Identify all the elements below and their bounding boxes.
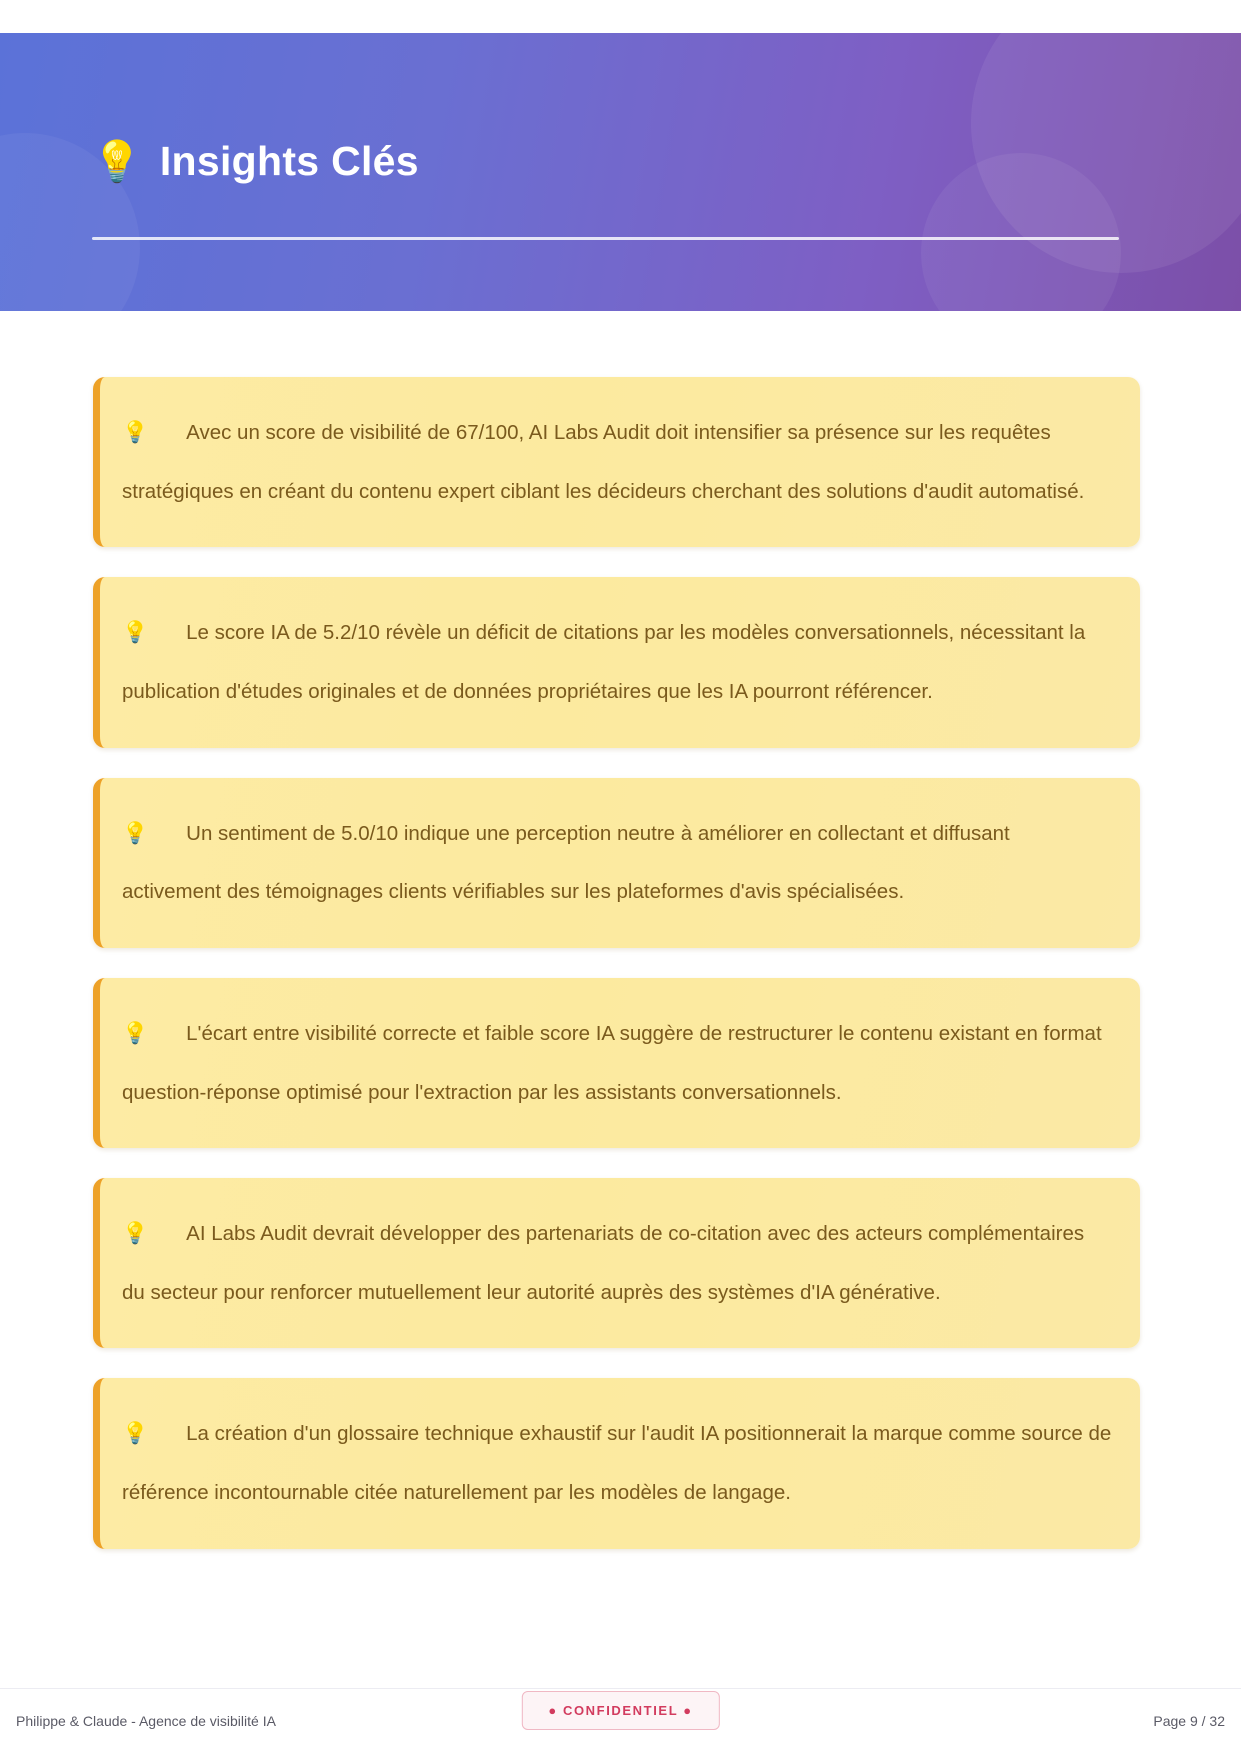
list-item [93, 1178, 1140, 1348]
insight-body-2: Un sentiment de 5.0/10 indique une perception neutre à améliorer en collectant et diffusant activement des témoignages clients vérifiables sur les plateformes d'avis spécialisées. [122, 821, 1016, 904]
insight-body-1: Le score IA de 5.2/10 révèle un déficit de citations par les modèles conversationnels, nécessitant la publication d'études originales et de données propriétaires que les IA pourront référencer. [122, 621, 1091, 704]
header-divider [92, 237, 1119, 240]
insight-body-3: L'écart entre visibilité correcte et faible score IA suggère de restructurer le contenu existant en format question-réponse optimisé pour l'extraction par les assistants conversationnels. [122, 1021, 1108, 1104]
insight-text-0 [122, 403, 1112, 521]
lightbulb-icon: 💡 [122, 1222, 149, 1246]
list-item [93, 577, 1140, 747]
list-item [93, 778, 1140, 948]
insight-body-4: AI Labs Audit devrait développer des partenariats de co-citation avec des acteurs complémentaires du secteur pour renforcer mutuellement leur autorité auprès des systèmes d'IA générative. [122, 1222, 1090, 1304]
lightbulb-icon: 💡 [122, 421, 149, 444]
insight-text-2 [122, 804, 1112, 922]
footer-badge-wrap [521, 1702, 719, 1720]
top-accent-bar [0, 0, 1241, 6]
page-title: Insights Clés [159, 138, 419, 184]
lightbulb-icon: 💡 [122, 1422, 149, 1446]
insight-text-4 [122, 1204, 1112, 1322]
lightbulb-icon: 💡 [122, 621, 149, 645]
footer-organization: Philippe & Claude - Agence de visibilité IA [16, 1713, 276, 1729]
list-item [93, 1378, 1140, 1548]
status-badge: ● CONFIDENTIEL ● [521, 1691, 719, 1730]
insight-text-3 [122, 1004, 1112, 1122]
lightbulb-icon: 💡 [92, 139, 142, 184]
list-item [93, 978, 1140, 1148]
insight-body-0: Avec un score de visibilité de 67/100, AI Labs Audit doit intensifier sa présence sur les requêtes stratégiques en créant du contenu expert ciblant les décideurs cherchant des solutions d'audit automatisé. [122, 421, 1085, 503]
slide-header [0, 33, 1241, 311]
insights-list [93, 377, 1140, 1579]
list-item [93, 377, 1140, 547]
insight-body-5: La création d'un glossaire technique exhaustif sur l'audit IA positionnerait la marque comme source de référence incontournable citée naturellement par les modèles de langage. [122, 1422, 1118, 1505]
page-footer [0, 1688, 1241, 1754]
lightbulb-icon: 💡 [122, 1021, 149, 1045]
insight-text-1 [122, 603, 1112, 721]
insight-text-5 [122, 1404, 1118, 1522]
lightbulb-icon: 💡 [122, 821, 149, 845]
page-number: Page 9 / 32 [1153, 1713, 1225, 1729]
